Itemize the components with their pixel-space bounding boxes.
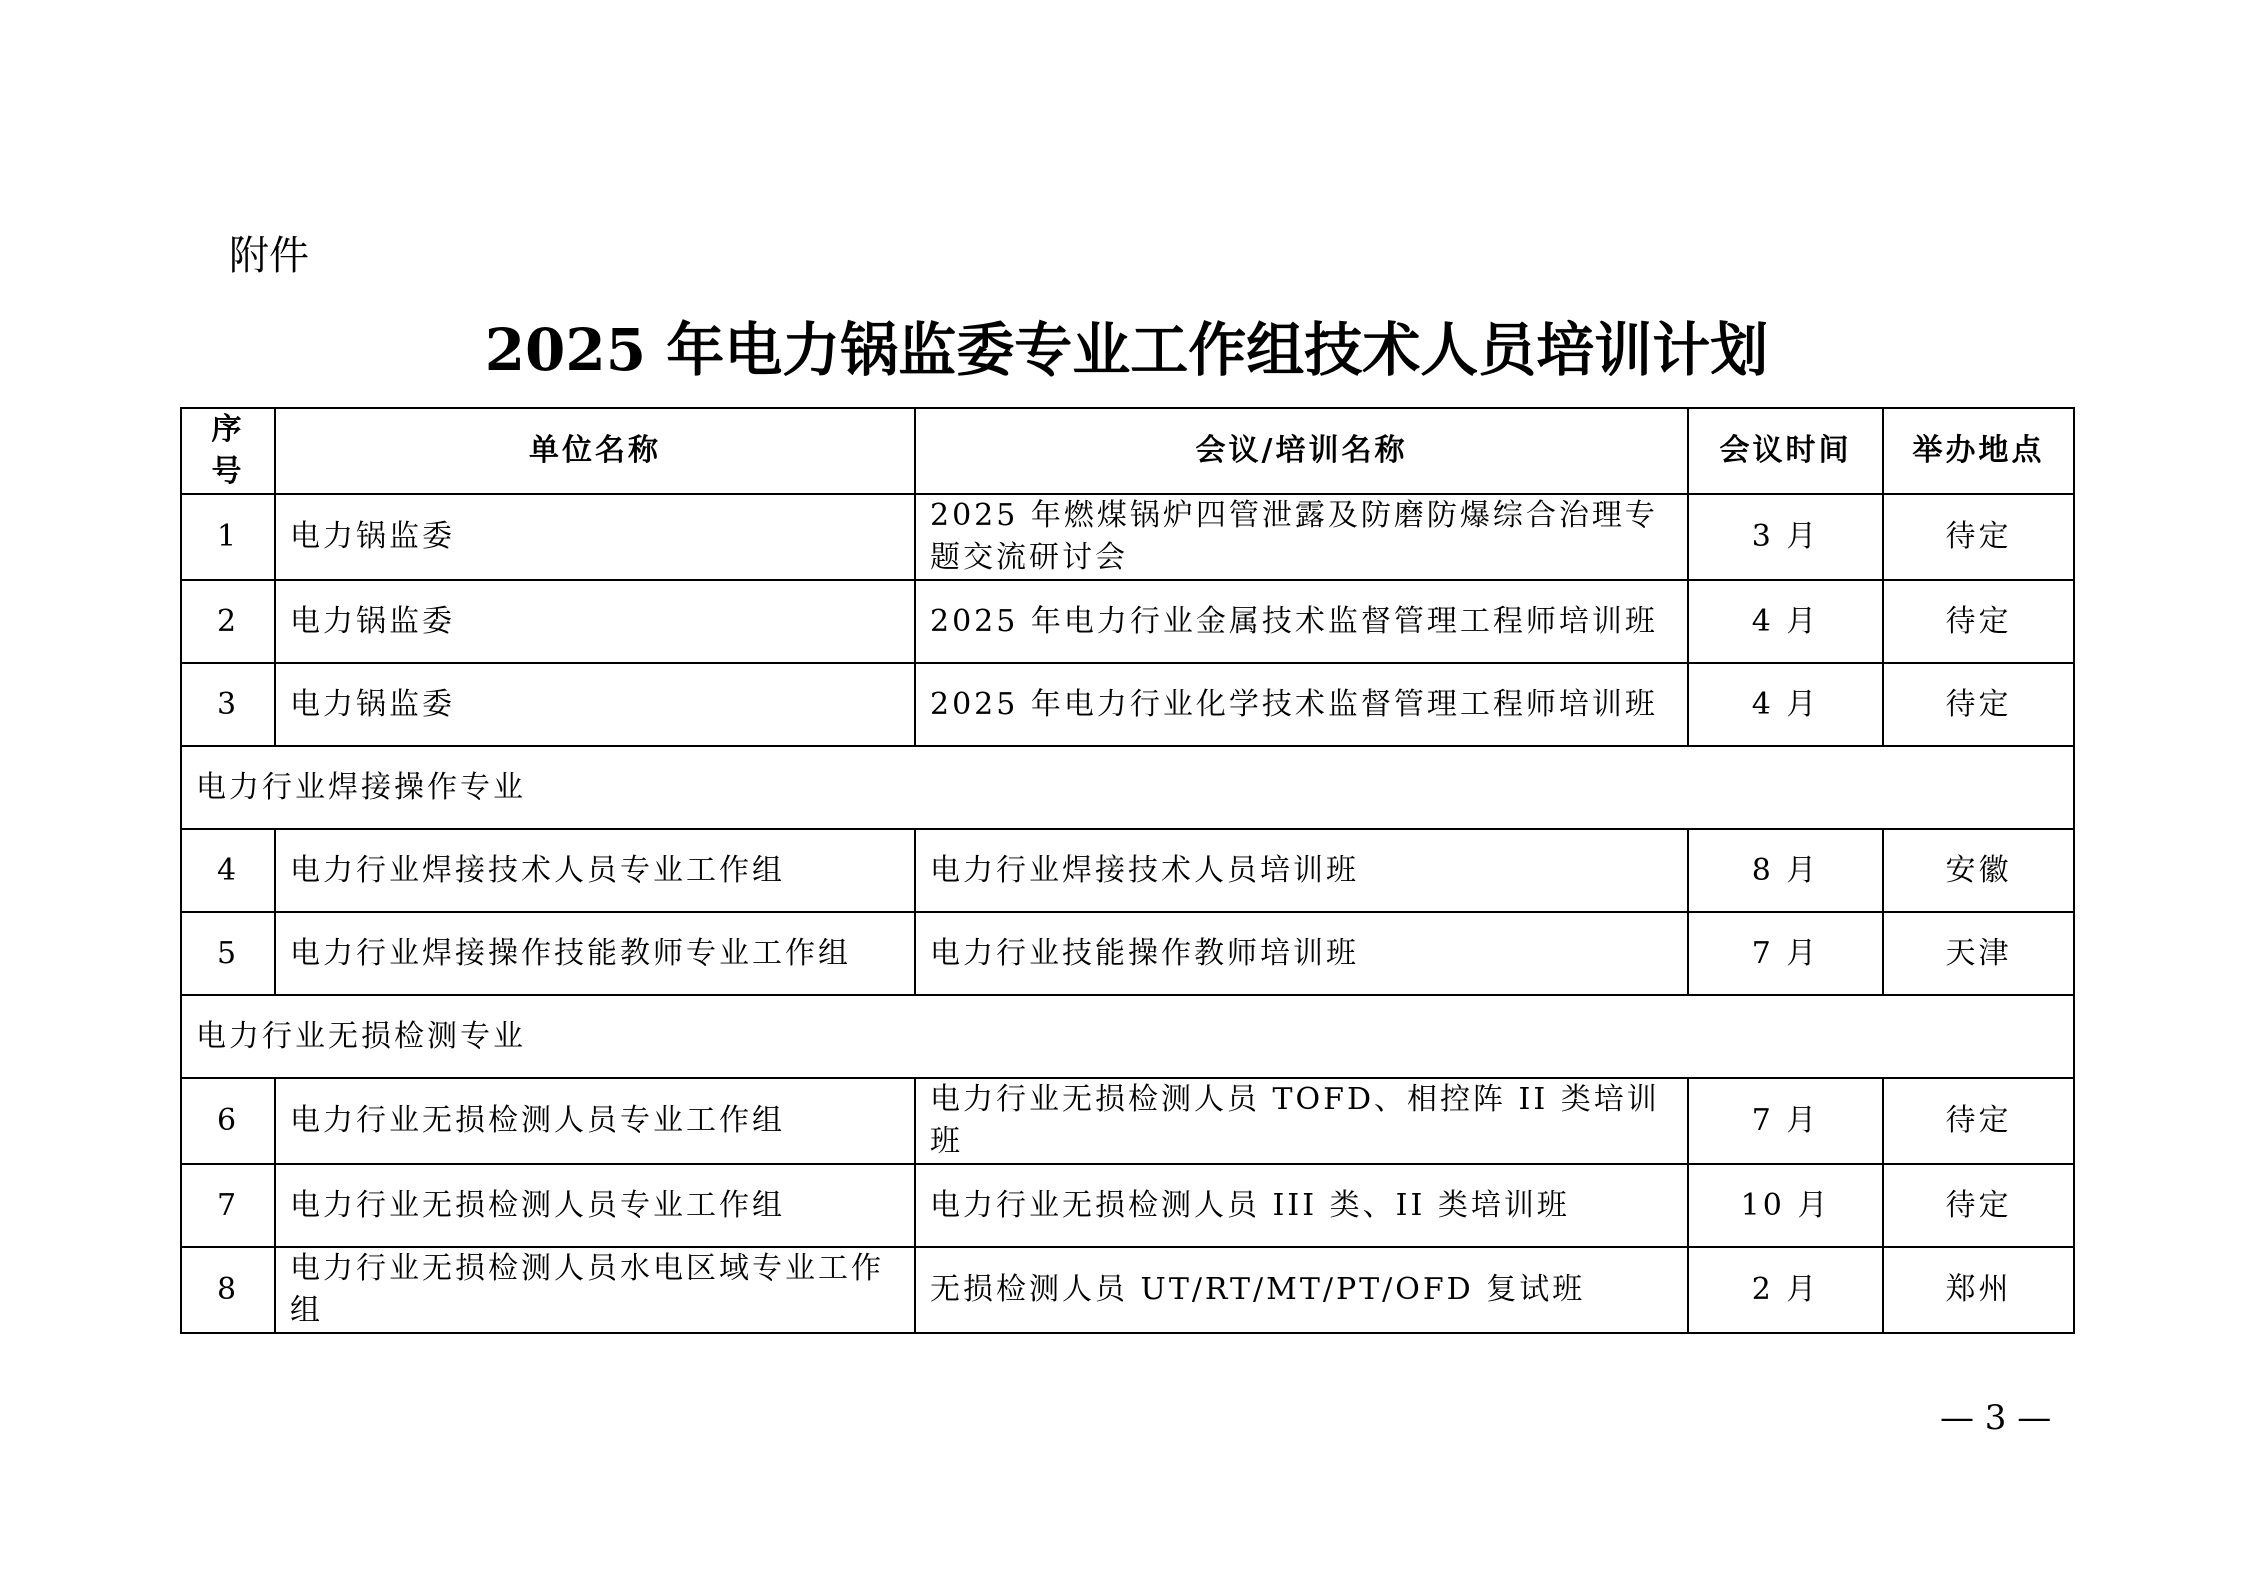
cell-place: 待定 (1883, 494, 2074, 580)
cell-meeting: 无损检测人员 UT/RT/MT/PT/OFD 复试班 (915, 1247, 1688, 1333)
cell-meeting: 电力行业无损检测人员 TOFD、相控阵 II 类培训班 (915, 1078, 1688, 1164)
cell-num: 6 (181, 1078, 275, 1164)
table-row (181, 663, 2074, 746)
cell-place: 待定 (1883, 1078, 2074, 1164)
cell-unit: 电力行业焊接操作技能教师专业工作组 (275, 912, 915, 995)
cell-meeting: 2025 年电力行业化学技术监督管理工程师培训班 (915, 663, 1688, 746)
cell-unit: 电力行业焊接技术人员专业工作组 (275, 829, 915, 912)
cell-num: 2 (181, 580, 275, 663)
training-plan-table (180, 407, 2075, 1334)
cell-time: 8 月 (1688, 829, 1883, 912)
header-time: 会议时间 (1688, 408, 1883, 494)
cell-meeting: 电力行业技能操作教师培训班 (915, 912, 1688, 995)
document-title: 2025 年电力锅监委专业工作组技术人员培训计划 (484, 316, 1769, 384)
table-row (181, 912, 2074, 995)
table-row (181, 580, 2074, 663)
attachment-label: 附件 (229, 233, 309, 279)
cell-unit: 电力行业无损检测人员专业工作组 (275, 1078, 915, 1164)
cell-unit: 电力锅监委 (275, 580, 915, 663)
page-number: — 3 — (1940, 1398, 2052, 1438)
cell-time: 7 月 (1688, 1078, 1883, 1164)
cell-num: 8 (181, 1247, 275, 1333)
cell-meeting: 电力行业无损检测人员 III 类、II 类培训班 (915, 1164, 1688, 1247)
cell-time: 4 月 (1688, 663, 1883, 746)
cell-num: 7 (181, 1164, 275, 1247)
cell-place: 安徽 (1883, 829, 2074, 912)
cell-place: 待定 (1883, 663, 2074, 746)
table-row (181, 829, 2074, 912)
table-row (181, 1247, 2074, 1333)
cell-unit: 电力行业无损检测人员专业工作组 (275, 1164, 915, 1247)
cell-time: 4 月 (1688, 580, 1883, 663)
cell-time: 2 月 (1688, 1247, 1883, 1333)
cell-place: 天津 (1883, 912, 2074, 995)
cell-num: 5 (181, 912, 275, 995)
section-row-welding (181, 746, 2074, 829)
header-meeting: 会议/培训名称 (915, 408, 1688, 494)
table-row (181, 1164, 2074, 1247)
cell-time: 10 月 (1688, 1164, 1883, 1247)
table-row (181, 494, 2074, 580)
table-header-row (181, 408, 2074, 494)
cell-place: 待定 (1883, 580, 2074, 663)
cell-unit: 电力行业无损检测人员水电区域专业工作组 (275, 1247, 915, 1333)
cell-unit: 电力锅监委 (275, 494, 915, 580)
section-heading-welding: 电力行业焊接操作专业 (181, 746, 2074, 829)
cell-meeting: 电力行业焊接技术人员培训班 (915, 829, 1688, 912)
cell-unit: 电力锅监委 (275, 663, 915, 746)
section-heading-ndt: 电力行业无损检测专业 (181, 995, 2074, 1078)
cell-place: 郑州 (1883, 1247, 2074, 1333)
cell-num: 1 (181, 494, 275, 580)
cell-time: 3 月 (1688, 494, 1883, 580)
section-row-ndt (181, 995, 2074, 1078)
header-unit: 单位名称 (275, 408, 915, 494)
cell-meeting: 2025 年燃煤锅炉四管泄露及防磨防爆综合治理专题交流研讨会 (915, 494, 1688, 580)
header-num: 序号 (181, 408, 275, 494)
table-row (181, 1078, 2074, 1164)
header-place: 举办地点 (1883, 408, 2074, 494)
cell-num: 4 (181, 829, 275, 912)
cell-place: 待定 (1883, 1164, 2074, 1247)
cell-meeting: 2025 年电力行业金属技术监督管理工程师培训班 (915, 580, 1688, 663)
cell-num: 3 (181, 663, 275, 746)
cell-time: 7 月 (1688, 912, 1883, 995)
